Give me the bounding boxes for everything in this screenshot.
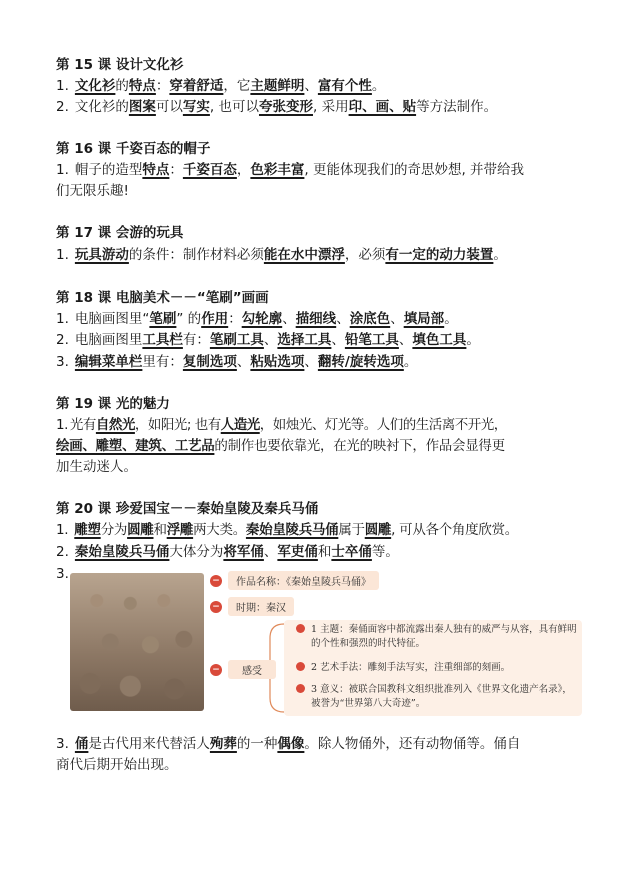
keyword: 色彩丰富 [250, 162, 305, 178]
keyword: 图案 [128, 99, 156, 115]
lesson-18-item-2: 2. 电脑画图里工具栏有：笔刷工具、选择工具、铅笔工具、填色工具。 [56, 332, 480, 348]
lesson-16-item-1-cont: 们无限乐趣! [56, 183, 129, 199]
keyword: 笔刷 [149, 311, 177, 327]
keyword: 涂底色 [349, 311, 391, 327]
keyword: 夸张变形 [258, 99, 313, 115]
lesson-19-item-1-end: 加生动迷人。 [56, 459, 137, 475]
lesson-20-item-4: 3. 俑是古代用来代替活人殉葬的一种偶像。除人物俑外，还有动物俑等。俑自 [56, 736, 521, 752]
keyword: 特点 [128, 78, 156, 94]
item-number: 2. [56, 544, 69, 560]
lesson-17-item-1: 1. 玩具游动的条件：制作材料必须能在水中漂浮，必须有一定的动力装置。 [56, 247, 507, 263]
lesson-20-item-4-cont: 商代后期开始出现。 [56, 757, 178, 773]
lesson-17-title: 第 17 课 会游的玩具 [56, 225, 184, 241]
minus-circle-icon: − [210, 664, 222, 676]
bullet-dot-icon [296, 624, 305, 633]
keyword: 玩具游动 [74, 247, 129, 263]
keyword: 文化衫 [74, 78, 116, 94]
item-number: 1. [56, 162, 69, 178]
lesson-20-item-2: 2. 秦始皇陵兵马俑大体分为将军俑、军吏俑和士卒俑等。 [56, 544, 399, 560]
keyword: 自然光 [95, 417, 135, 433]
lesson-19-item-1: 1. 光有自然光，如阳光; 也有人造光，如烛光、灯光等。人们的生活离不开光， [56, 417, 507, 433]
keyword: 特点 [142, 162, 170, 178]
lesson-20-item-3-number: 3. [56, 566, 69, 582]
keyword: 士卒俑 [331, 544, 372, 560]
lesson-20-item-1: 1. 雕塑分为圆雕和浮雕两大类。秦始皇陵兵马俑属于圆雕, 可从各个角度欣赏。 [56, 522, 518, 538]
figure-node-feel: − 感受 [210, 660, 276, 679]
keyword: 雕塑 [74, 522, 101, 538]
keyword: 将军俑 [223, 544, 264, 560]
keyword: 秦始皇陵兵马俑 [74, 544, 170, 560]
keyword: 粘贴选项 [250, 354, 305, 370]
lesson-15-item-2: 2. 文化衫的图案可以写实, 也可以夸张变形, 采用印、画、贴等方法制作。 [56, 99, 498, 115]
lesson-19-title: 第 19 课 光的魅力 [56, 396, 170, 412]
keyword: 印、画、贴 [348, 99, 417, 115]
keyword: 绘画、雕塑、建筑、工艺品 [56, 438, 215, 454]
keyword: 写实 [182, 99, 210, 115]
keyword: 浮雕 [166, 522, 194, 538]
keyword: 勾轮廓 [241, 311, 283, 327]
keyword: 秦始皇陵兵马俑 [245, 522, 339, 538]
keyword: 描细线 [295, 311, 337, 327]
keyword: 铅笔工具 [344, 332, 399, 348]
keyword: 主题鲜明 [250, 78, 305, 94]
lesson-16-title: 第 16 课 千姿百态的帽子 [56, 141, 211, 157]
item-number: 2. [56, 332, 69, 348]
keyword: 富有个性 [317, 78, 372, 94]
keyword: 复制选项 [182, 354, 237, 370]
keyword: 俑 [74, 736, 89, 752]
minus-circle-icon: − [210, 601, 222, 613]
item-number: 3. [56, 736, 69, 752]
keyword: 能在水中漂浮 [263, 247, 345, 263]
keyword: 作用 [201, 311, 229, 327]
lesson-18-item-1: 1. 电脑画图里“笔刷” 的作用：勾轮廓、描细线、涂底色、填局部。 [56, 311, 458, 327]
figure-feel-technique: 2 艺术手法：雕刻手法写实，注重细部的刻画。 [296, 661, 510, 675]
keyword: 人造光 [220, 417, 260, 433]
lesson-15-title: 第 15 课 设计文化衫 [56, 57, 184, 73]
lesson-18-item-3: 3. 编辑菜单栏里有：复制选项、粘贴选项、翻转/旋转选项。 [56, 354, 418, 370]
figure-feel-significance: 3 意义：被联合国教科文组织批准列入《世界文化遗产名录》， 被誉为“世界第八大奇迹”。 [296, 683, 572, 711]
item-number: 3. [56, 354, 69, 370]
lesson-15-item-1: 1. 文化衫的特点：穿着舒适，它主题鲜明、富有个性。 [56, 78, 386, 94]
item-number: 1. [56, 522, 69, 538]
lesson-19-item-1-cont: 绘画、雕塑、建筑、工艺品的制作也要依靠光，在光的映衬下，作品会显得更 [56, 438, 505, 454]
keyword: 圆雕 [127, 522, 154, 538]
keyword: 圆雕 [364, 522, 392, 538]
item-number: 2. [56, 99, 69, 115]
item-number: 1. [56, 417, 68, 433]
item-number: 1. [56, 247, 69, 263]
lesson-16-item-1: 1. 帽子的造型特点：千姿百态，色彩丰富, 更能体现我们的奇思妙想, 并带给我 [56, 162, 525, 178]
keyword: 军吏俑 [277, 544, 318, 560]
figure-node-name: − 作品名称：《秦始皇陵兵马俑》 [210, 571, 379, 590]
minus-circle-icon: − [210, 575, 222, 587]
keyword: 填色工具 [412, 332, 467, 348]
bullet-dot-icon [296, 684, 305, 693]
keyword: 千姿百态 [182, 162, 237, 178]
lesson-20-title: 第 20 课 珍爱国宝－－秦始皇陵及秦兵马俑 [56, 501, 319, 517]
figure-feel-theme: 1 主题：秦俑面容中都流露出秦人独有的威严与从容，具有鲜明 的个性和强烈的时代特征。 [296, 623, 577, 651]
keyword: 有一定的动力装置 [385, 247, 494, 263]
item-number: 1. [56, 311, 69, 327]
keyword: 工具栏 [142, 332, 183, 348]
figure-node-period: − 时期：秦汉 [210, 597, 294, 616]
keyword: 殉葬 [209, 736, 237, 752]
terracotta-figure [70, 567, 582, 717]
keyword: 笔刷工具 [209, 332, 264, 348]
keyword: 填局部 [403, 311, 445, 327]
keyword: 偶像 [277, 736, 305, 752]
bullet-dot-icon [296, 662, 305, 671]
item-number: 1. [56, 78, 69, 94]
lesson-18-title: 第 18 课 电脑美术－－“笔刷”画画 [56, 290, 269, 306]
terracotta-warriors-photo [70, 573, 204, 711]
keyword: 穿着舒适 [169, 78, 224, 94]
keyword: 选择工具 [277, 332, 332, 348]
keyword: 翻转/旋转选项 [317, 354, 404, 370]
keyword: 编辑菜单栏 [74, 354, 143, 370]
